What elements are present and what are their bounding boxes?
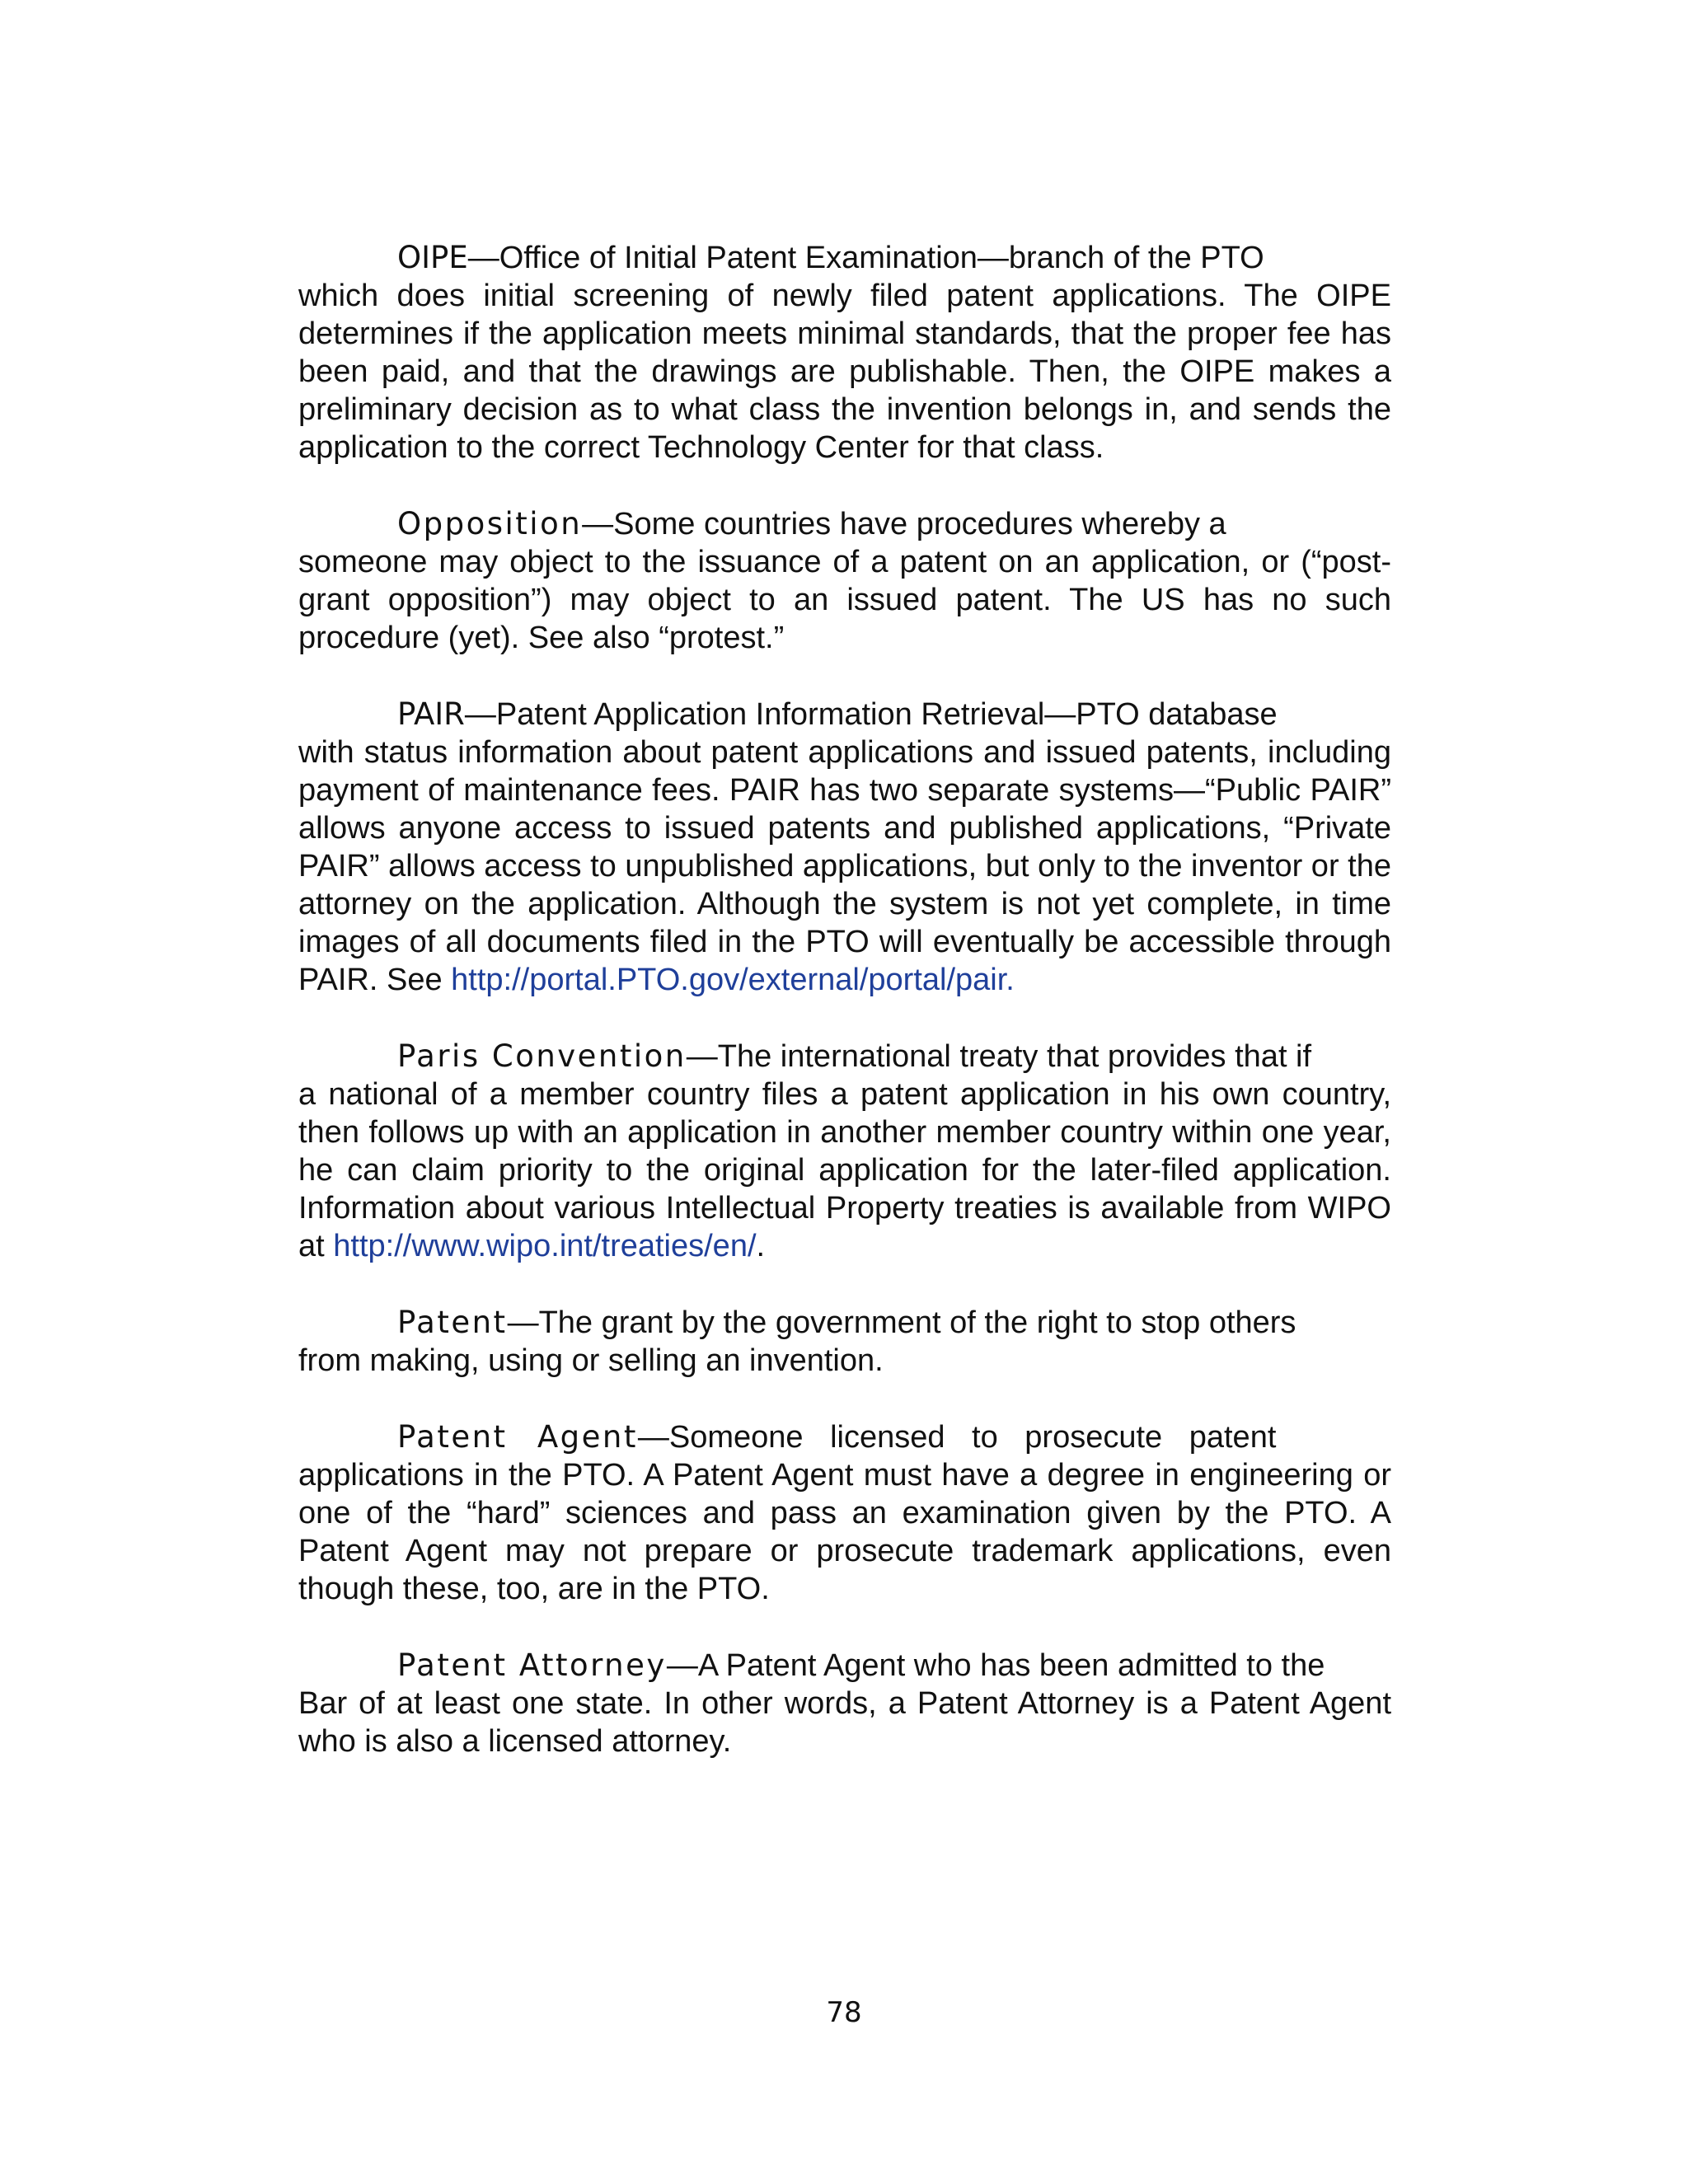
wipo-treaties-link[interactable]: http://www.wipo.int/treaties/en/ (333, 1229, 757, 1263)
glossary-entry-pair (298, 696, 1391, 999)
entry-definition-start: —Office of Initial Patent Examination—branch of the PTO (467, 241, 1264, 275)
glossary-term-pair: PAIR (397, 696, 465, 732)
entry-definition-body (298, 1076, 1391, 1265)
entry-first-line (298, 1038, 1391, 1076)
entry-definition-body: someone may object to the issuance of a patent on an application, or (“post-grant opposition”) may object to an issued patent. The US has no such procedure (yet). See also “protest.” (298, 545, 1391, 655)
entry-definition-body: which does initial screening of newly filed patent applications. The OIPE determines if the application meets minimal standards, that the proper fee has been paid, and that the drawings are publishable. Then, the OIPE makes a preliminary decision as to what class the invention belongs in, and sends the application to the correct Technology Center for that class. (298, 279, 1391, 465)
entry-first-line (298, 239, 1391, 277)
glossary-term-opposition: Opposition (397, 506, 583, 541)
glossary-entry-patent (298, 1304, 1391, 1380)
page-number: 78 (826, 1996, 862, 2029)
entry-first-line (298, 1647, 1391, 1685)
glossary-entry-patent-agent (298, 1418, 1391, 1608)
entry-definition-start: —Someone licensed to prosecute patent (637, 1420, 1277, 1455)
glossary-entry-paris-convention (298, 1038, 1391, 1265)
entry-first-line (298, 696, 1391, 733)
glossary-term-patent-attorney: Patent Attorney (397, 1647, 667, 1683)
entry-first-line (298, 1304, 1391, 1342)
entry-body-text: with status information about patent applications and issued patents, including payment of maintenance fees. PAIR has two separate systems—“Public PAIR” allows anyone access to issued patents and published applications, “Private PAIR” allows access to unpublished applications, but only to the inventor or the attorney on the application. Although the system is not yet complete, in time images of all documents filed in the PTO will eventually be accessible through PAIR. See (298, 735, 1391, 997)
glossary-term-patent-agent: Patent Agent (397, 1419, 638, 1455)
entry-first-line (298, 1418, 1391, 1456)
entry-definition-start: —A Patent Agent who has been admitted to the (666, 1648, 1325, 1683)
entry-definition-body: from making, using or selling an invention. (298, 1343, 884, 1378)
entry-definition-start: —The grant by the government of the right to stop others (507, 1305, 1296, 1340)
document-page (298, 239, 1391, 1799)
entry-definition-body (298, 733, 1391, 999)
glossary-term-oipe: OIPE (397, 240, 468, 275)
entry-period: . (756, 1229, 766, 1263)
glossary-entry-patent-attorney (298, 1647, 1391, 1760)
glossary-term-patent: Patent (397, 1305, 508, 1340)
entry-definition-body: Bar of at least one state. In other words, a Patent Attorney is a Patent Agent who is also a licensed attorney. (298, 1686, 1391, 1759)
glossary-entry-oipe (298, 239, 1391, 466)
entry-body-text: a national of a member country files a patent application in his own country, then follows up with an application in another member country within one year, he can claim priority to the original application for the later-filed application. Information about various Intellectual Property treaties is available from WIPO at (298, 1077, 1391, 1263)
entry-first-line (298, 505, 1391, 543)
entry-definition-body: applications in the PTO. A Patent Agent must have a degree in engineering or one of the “hard” sciences and pass an examination given by the PTO. A Patent Agent may not prepare or prosecute trademark applications, even though these, too, are in the PTO. (298, 1458, 1391, 1606)
glossary-entry-opposition (298, 505, 1391, 657)
pair-portal-link[interactable]: http://portal.PTO.gov/external/portal/pair. (451, 963, 1015, 997)
entry-definition-start: —Some countries have procedures whereby a (582, 507, 1226, 541)
entry-definition-start: —The international treaty that provides that if (686, 1039, 1312, 1074)
entry-definition-start: —Patent Application Information Retrieval—PTO database (464, 697, 1278, 732)
glossary-term-paris-convention: Paris Convention (397, 1038, 687, 1074)
